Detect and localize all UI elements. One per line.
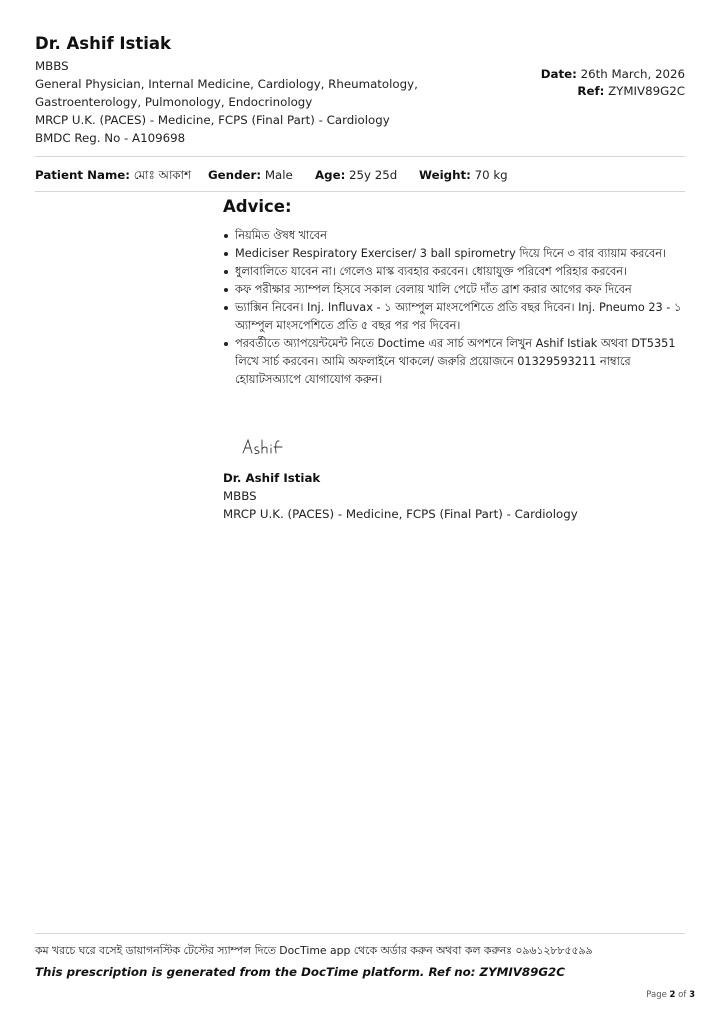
header-divider [35, 156, 685, 157]
gender-label: Gender: [208, 168, 262, 182]
page-total: 3 [689, 990, 695, 1000]
advice-title: Advice: [223, 197, 292, 216]
patient-divider [35, 191, 685, 192]
age-label: Age: [315, 168, 346, 182]
page-number [646, 990, 695, 1000]
advice-item: Mediciser Respiratory Exerciser/ 3 ball spirometry দিয়ে দিনে ৩ বার ব্যায়াম করবেন। [235, 245, 695, 263]
date-row [541, 66, 685, 83]
doctor-specialties-line-2: Gastroenterology, Pulmonology, Endocrinology [35, 95, 313, 109]
advice-item: ধুলাবালিতে যাবেন না। গেলেও মাস্ক ব্যবহার করবেন। ধোয়াযুক্ত পরিবেশ পরিহার করবেন। [235, 263, 695, 281]
signature-qualifications: MRCP U.K. (PACES) - Medicine, FCPS (Final Part) - Cardiology [223, 507, 578, 521]
doctor-specialties-line-1: General Physician, Internal Medicine, Cardiology, Rheumatology, [35, 77, 418, 91]
doctor-qualifications: MRCP U.K. (PACES) - Medicine, FCPS (Final Part) - Cardiology [35, 113, 390, 127]
patient-name-cell [35, 166, 208, 186]
doctor-name: Dr. Ashif Istiak [35, 34, 172, 53]
ref-value: ZYMIV89G2C [608, 84, 685, 98]
date-label: Date: [540, 67, 577, 81]
signature-credentials [223, 487, 578, 523]
ref-label: Ref: [577, 84, 605, 98]
page-of: of [678, 990, 687, 1000]
age-value: 25y 25d [349, 168, 398, 182]
weight-cell [419, 168, 508, 182]
advice-item: নিয়মিত ঔষধ খাবেন [235, 227, 695, 245]
signature-doctor-name: Dr. Ashif Istiak [223, 471, 321, 485]
prescription-meta [541, 66, 685, 100]
page-label: Page [646, 990, 667, 1000]
footer-divider [35, 933, 685, 934]
patient-name-value: মোঃ আকাশ [133, 168, 191, 182]
footer-diagnostic-note: কম খরচে ঘরে বসেই ডায়াগনস্টিক টেস্টের স্যাম্পল দিতে DocTime app থেকে অর্ডার করুন অথবা কল করুনঃ ০৯৬১২৮৮৫৫৯৯ [35, 944, 593, 957]
advice-item: পরবর্তীতে অ্যাপয়েন্টমেন্ট নিতে Doctime এর সার্চ অপশনে লিখুন Ashif Istiak অথবা DT5351 লিখে সার্চ করবেন। আমি অফলাইনে থাকলে/ জরুরি প্রয়োজনে 01329593211 নাম্বারে হোয়াটসঅ্যাপে যোগাযোগ করুন। [235, 335, 695, 389]
doctor-credentials [35, 57, 455, 147]
doctor-bmdc-reg: BMDC Reg. No - A109698 [35, 131, 186, 145]
footer-generated-note: This prescription is generated from the DocTime platform. Ref no: ZYMIV89G2C [35, 965, 565, 979]
weight-label: Weight: [419, 168, 471, 182]
advice-item: ভ্যাক্সিন নিবেন। Inj. Influvax - ১ অ্যাম্পুল মাংসপেশিতে প্রতি বছর দিবেন। Inj. Pneumo 23 - ১ অ্যাম্পুল মাংসপেশিতে প্রতি ৫ বছর পর পর দিবেন। [235, 299, 695, 335]
weight-value: 70 kg [474, 168, 508, 182]
page-current: 2 [669, 990, 676, 1000]
patient-name-label: Patient Name: [35, 168, 130, 182]
date-value: 26th March, 2026 [580, 67, 685, 81]
doctor-degree: MBBS [35, 59, 69, 73]
gender-value: Male [264, 168, 293, 182]
advice-item: কফ পরীক্ষার স্যাম্পল হিসবে সকাল বেলায় খালি পেটে দাঁত ব্রাশ করার আগের কফ দিবেন [235, 281, 695, 299]
handwritten-signature [241, 437, 291, 459]
advice-list [223, 227, 695, 389]
signature-degree: MBBS [223, 489, 257, 503]
patient-info-row [35, 166, 508, 186]
ref-row [541, 83, 685, 100]
age-cell [315, 168, 419, 182]
gender-cell [208, 168, 315, 182]
